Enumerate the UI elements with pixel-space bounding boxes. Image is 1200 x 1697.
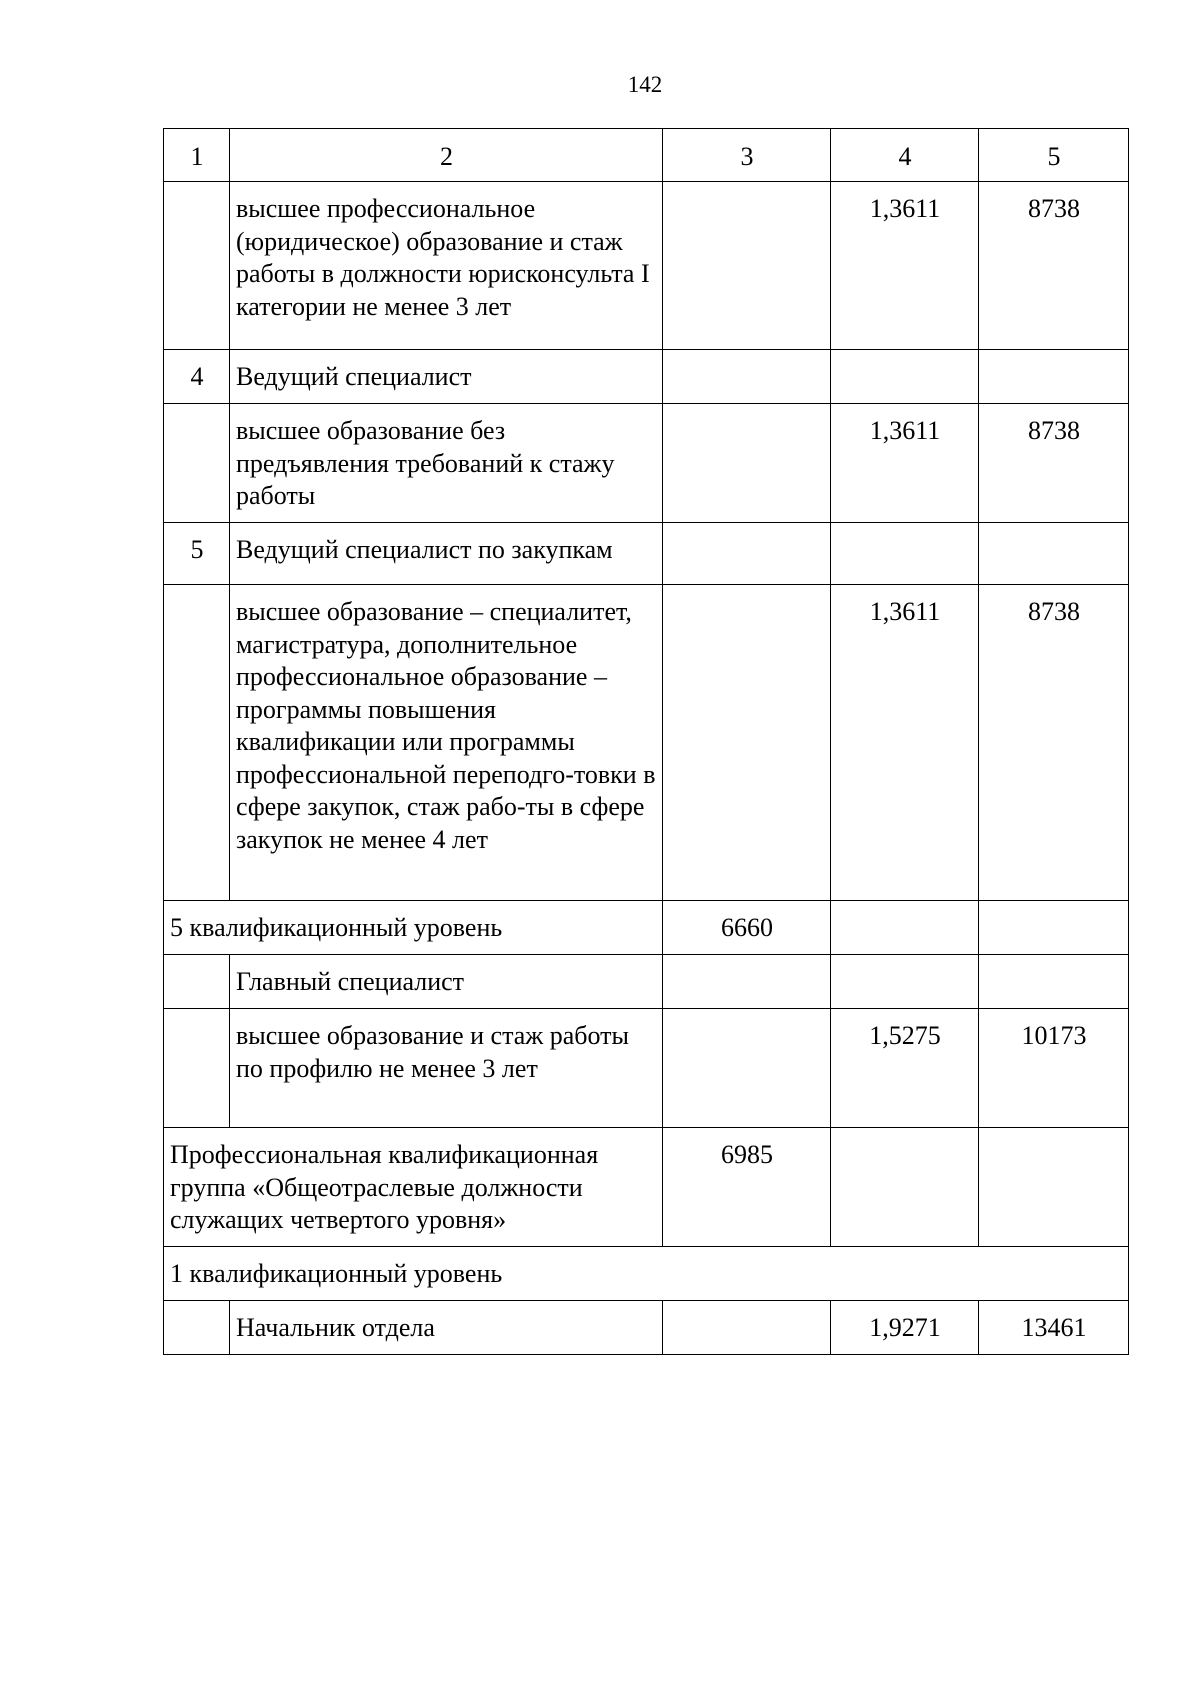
salary-base-cell xyxy=(663,1009,831,1128)
position-cell: Начальник отдела xyxy=(230,1301,663,1355)
salary-cell xyxy=(979,955,1129,1009)
table-row xyxy=(164,1301,1129,1355)
row-number-cell xyxy=(164,955,230,1009)
qualification-level-row xyxy=(164,901,1129,955)
page-number: 142 xyxy=(627,72,663,97)
table-row xyxy=(164,585,1129,901)
table-header-row xyxy=(164,129,1129,182)
header-cell-2: 2 xyxy=(230,129,663,182)
row-number-cell xyxy=(164,404,230,523)
header-cell-1: 1 xyxy=(164,129,230,182)
salary-cell xyxy=(979,1128,1129,1247)
salary-base-cell: 6660 xyxy=(663,901,831,955)
requirement-cell: высшее профессиональное (юридическое) образование и стаж работы в должности юрисконсульта I категории не менее 3 лет xyxy=(230,182,663,350)
row-number-cell xyxy=(164,585,230,901)
row-number-cell xyxy=(164,182,230,350)
row-number-cell xyxy=(164,1301,230,1355)
coefficient-cell xyxy=(831,1128,979,1247)
coefficient-cell: 1,5275 xyxy=(831,1009,979,1128)
coefficient-cell xyxy=(831,523,979,585)
row-number-cell: 4 xyxy=(164,350,230,404)
table-row xyxy=(164,1009,1129,1128)
salary-cell: 10173 xyxy=(979,1009,1129,1128)
position-cell: Главный специалист xyxy=(230,955,663,1009)
coefficient-cell xyxy=(831,955,979,1009)
salary-base-cell xyxy=(663,523,831,585)
salary-base-cell xyxy=(663,350,831,404)
qualification-level-row xyxy=(164,1247,1129,1301)
qualification-level-label: 5 квалификационный уровень xyxy=(164,901,663,955)
position-cell: Ведущий специалист по закупкам xyxy=(230,523,663,585)
coefficient-cell: 1,3611 xyxy=(831,182,979,350)
coefficient-cell xyxy=(831,350,979,404)
requirement-cell: высшее образование и стаж работы по профилю не менее 3 лет xyxy=(230,1009,663,1128)
coefficient-cell xyxy=(831,901,979,955)
coefficient-cell: 1,3611 xyxy=(831,404,979,523)
position-cell: Ведущий специалист xyxy=(230,350,663,404)
row-number-cell xyxy=(164,1009,230,1128)
requirement-cell: высшее образование – специалитет, магистратура, дополнительное профессиональное образование – программы повышения квалификации или программы профессиональной переподго-товки в сфере закупок, стаж рабо-ты в сфере закупок не менее 4 лет xyxy=(230,585,663,901)
header-cell-3: 3 xyxy=(663,129,831,182)
qualification-group-label: Профессиональная квалификационная группа «Общеотраслевые должности служащих четвертого уровня» xyxy=(164,1128,663,1247)
table-row xyxy=(164,182,1129,350)
salary-cell: 8738 xyxy=(979,404,1129,523)
salary-cell xyxy=(979,901,1129,955)
salary-cell xyxy=(979,523,1129,585)
coefficient-cell: 1,3611 xyxy=(831,585,979,901)
salary-cell: 8738 xyxy=(979,182,1129,350)
salary-base-cell xyxy=(663,404,831,523)
salary-base-cell xyxy=(663,955,831,1009)
header-cell-5: 5 xyxy=(979,129,1129,182)
qualification-group-row xyxy=(164,1128,1129,1247)
header-cell-4: 4 xyxy=(831,129,979,182)
table-row xyxy=(164,350,1129,404)
table-row xyxy=(164,955,1129,1009)
salary-base-cell: 6985 xyxy=(663,1128,831,1247)
salary-cell xyxy=(979,350,1129,404)
salary-base-cell xyxy=(663,1301,831,1355)
row-number-cell: 5 xyxy=(164,523,230,585)
salary-base-cell xyxy=(663,585,831,901)
salary-cell: 13461 xyxy=(979,1301,1129,1355)
table-row xyxy=(164,404,1129,523)
table-row xyxy=(164,523,1129,585)
qualification-level-label: 1 квалификационный уровень xyxy=(164,1247,1129,1301)
salary-table xyxy=(163,128,1129,1355)
salary-cell: 8738 xyxy=(979,585,1129,901)
salary-base-cell xyxy=(663,182,831,350)
requirement-cell: высшее образование без предъявления требований к стажу работы xyxy=(230,404,663,523)
coefficient-cell: 1,9271 xyxy=(831,1301,979,1355)
